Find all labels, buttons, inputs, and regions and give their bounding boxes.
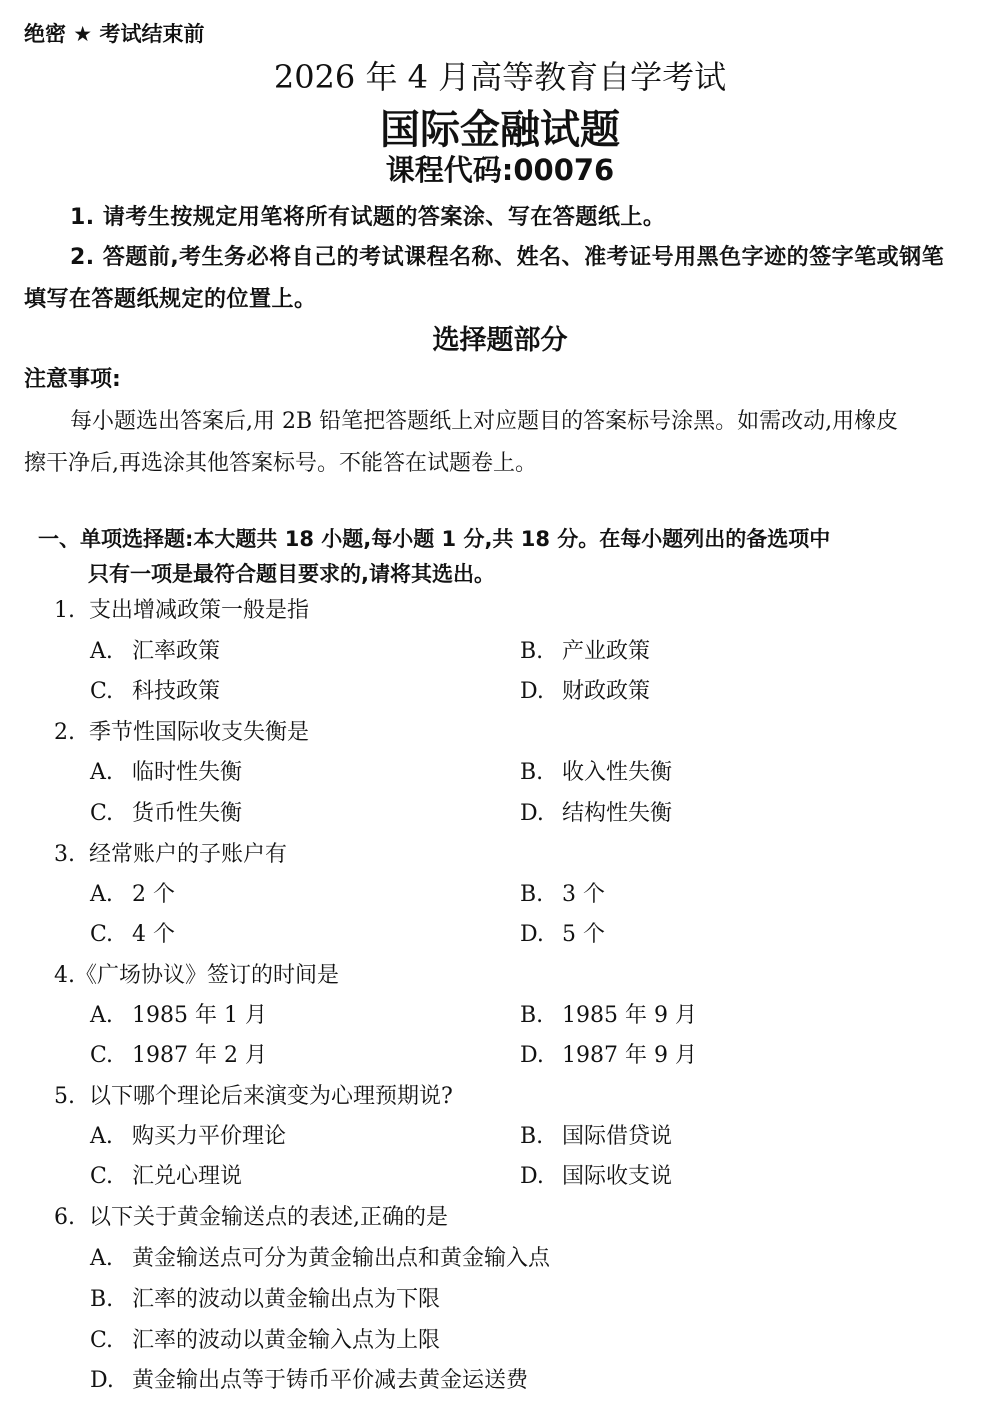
option-c [90,1038,267,1069]
option-label: D. [520,801,544,826]
option-label: D. [520,1043,544,1068]
option-label: C. [90,1328,114,1353]
question-text: 支出增减政策一般是指 [89,598,310,623]
option-label: D. [520,679,544,704]
option-label: B. [520,760,544,785]
option-a [90,998,267,1029]
question-number: 3. [54,842,75,867]
option-c [90,1323,440,1354]
option-d [520,674,650,705]
option-label: D. [520,922,544,947]
option-text: 汇率政策 [132,639,221,664]
question-number: 1. [54,598,75,623]
question-number: 6. [54,1205,75,1230]
option-b [520,755,672,786]
question-stem [54,837,287,868]
question-stem [54,1200,448,1231]
option-b [520,1119,672,1150]
option-label: A. [90,639,113,664]
option-label: C. [90,1043,114,1068]
option-text: 1985 年 9 月 [562,1003,697,1028]
option-b [520,998,697,1029]
option-label: A. [90,1246,113,1271]
option-text: 5 个 [562,922,605,947]
option-b [520,634,650,665]
course-code: 课程代码:00076 [385,153,615,187]
option-text: 收入性失衡 [562,760,673,785]
option-c [90,1159,242,1190]
option-text: 4 个 [132,922,175,947]
option-text: 汇率的波动以黄金输出点为下限 [132,1287,441,1312]
instruction-line-2: 2. 答题前,考生务必将自己的考试课程名称、姓名、准考证号用黑色字迹的签字笔或钢笔 [70,245,945,270]
option-text: 结构性失衡 [562,801,673,826]
option-text: 临时性失衡 [132,760,243,785]
option-a [90,634,220,665]
option-c [90,796,242,827]
instruction-line-2-cont: 填写在答题纸规定的位置上。 [24,287,317,312]
option-text: 国际借贷说 [562,1124,673,1149]
option-text: 货币性失衡 [132,801,243,826]
exam-title: 2026 年 4 月高等教育自学考试 [273,58,727,96]
question-stem [54,1079,453,1110]
option-a [90,1241,550,1272]
instruction-line-1: 1. 请考生按规定用笔将所有试题的答案涂、写在答题纸上。 [70,205,666,230]
question-text: 以下关于黄金输送点的表述,正确的是 [89,1205,448,1230]
question-text: 经常账户的子账户有 [89,842,288,867]
part-one-heading: 一、单项选择题:本大题共 18 小题,每小题 1 分,共 18 分。在每小题列出的备选项中 [38,527,831,551]
option-text: 购买力平价理论 [132,1124,287,1149]
section-title: 选择题部分 [432,325,568,356]
option-text: 1987 年 2 月 [132,1043,267,1068]
question-number: 5. [54,1084,75,1109]
option-text: 黄金输出点等于铸币平价减去黄金运送费 [132,1368,529,1393]
option-text: 黄金输送点可分为黄金输出点和黄金输入点 [132,1246,551,1271]
question-stem [54,593,309,624]
option-label: B. [520,1003,544,1028]
option-a [90,755,242,786]
question-text: 以下哪个理论后来演变为心理预期说? [89,1084,453,1109]
question-stem [54,715,309,746]
question-stem [54,958,339,989]
option-text: 产业政策 [562,639,651,664]
option-text: 1985 年 1 月 [132,1003,267,1028]
notice-line-2: 擦干净后,再选涂其他答案标号。不能答在试题卷上。 [24,451,537,476]
option-label: C. [90,801,114,826]
option-label: D. [90,1368,114,1393]
option-d [520,796,672,827]
option-b [520,877,605,908]
option-d [90,1363,528,1394]
question-number: 2. [54,720,75,745]
question-number: 4. [54,963,75,988]
option-label: C. [90,1164,114,1189]
option-label: A. [90,1003,113,1028]
option-text: 国际收支说 [562,1164,673,1189]
notice-line-1: 每小题选出答案后,用 2B 铅笔把答题纸上对应题目的答案标号涂黑。如需改动,用橡皮 [70,409,899,434]
option-label: A. [90,760,113,785]
option-c [90,674,220,705]
option-d [520,1159,672,1190]
option-label: B. [90,1287,114,1312]
option-b [90,1282,440,1313]
option-c [90,917,175,948]
option-label: A. [90,882,113,907]
option-a [90,1119,286,1150]
subject-title: 国际金融试题 [380,107,620,153]
question-text: 季节性国际收支失衡是 [89,720,310,745]
option-d [520,1038,697,1069]
option-text: 1987 年 9 月 [562,1043,697,1068]
option-text: 汇率的波动以黄金输入点为上限 [132,1328,441,1353]
option-label: A. [90,1124,113,1149]
option-text: 财政政策 [562,679,651,704]
part-one-heading-cont: 只有一项是最符合题目要求的,请将其选出。 [88,562,495,586]
notice-heading: 注意事项: [24,367,121,392]
option-d [520,917,605,948]
question-text: 《广场协议》签订的时间是 [75,963,340,988]
option-label: D. [520,1164,544,1189]
option-text: 科技政策 [132,679,221,704]
option-label: C. [90,679,114,704]
option-label: B. [520,1124,544,1149]
option-a [90,877,175,908]
option-label: B. [520,639,544,664]
option-text: 汇兑心理说 [132,1164,243,1189]
option-text: 3 个 [562,882,605,907]
option-label: B. [520,882,544,907]
option-text: 2 个 [132,882,175,907]
confidential-mark: 绝密 ★ 考试结束前 [24,22,205,46]
option-label: C. [90,922,114,947]
